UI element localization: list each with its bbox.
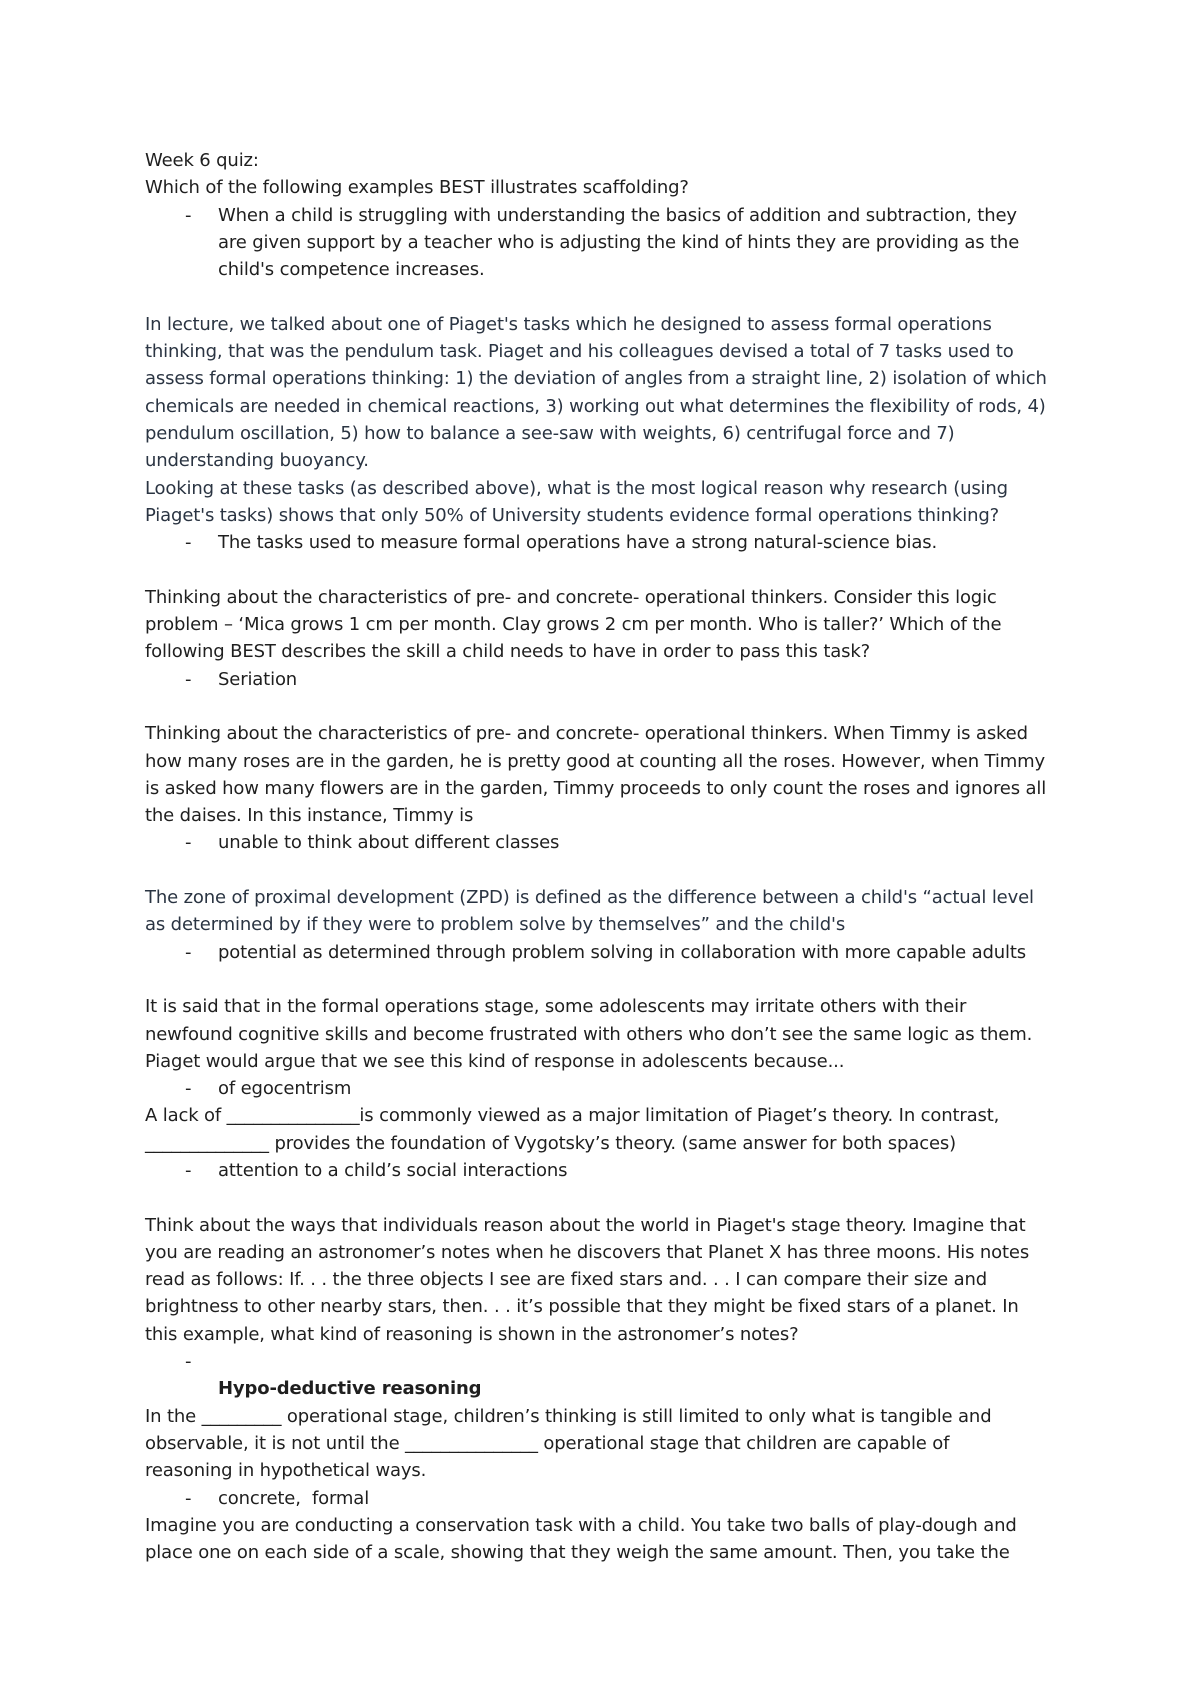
q9-answer-line: concrete, formal [218,1487,370,1509]
bullet-dash: - [185,204,192,226]
q6-answer [145,1075,1075,1102]
q8-answer-line: Hypo-deductive reasoning [218,1378,482,1400]
q5-text-line: The zone of proximal development (ZPD) is defined as the difference between a child's “actual level [145,887,1034,909]
bullet-dash: - [185,1487,192,1509]
bullet-dash: - [185,1159,192,1181]
document-body [145,147,1075,1566]
bullet-dash: - [185,1351,192,1373]
q2-text-line: understanding buoyancy. [145,450,369,472]
spacer [145,283,1075,310]
q7-text-line: ______________ provides the foundation of Vygotsky’s theory. (same answer for both spaces) [145,1132,956,1154]
spacer [145,556,1075,583]
bullet-dash: - [185,941,192,963]
q6-text-line: Piaget would argue that we see this kind of response in adolescents because... [145,1050,845,1072]
q7-text-line: A lack of _______________is commonly viewed as a major limitation of Piaget’s theory. In contrast, [145,1105,1000,1127]
q8-text-line: Think about the ways that individuals reason about the world in Piaget's stage theory. Imagine that [145,1214,1026,1236]
q8-text-line: you are reading an astronomer’s notes when he discovers that Planet X has three moons. His notes [145,1241,1030,1263]
q4-answer [145,829,1075,856]
q6-text-line: It is said that in the formal operations stage, some adolescents may irritate others with their [145,996,967,1018]
q3-text-line: Thinking about the characteristics of pre- and concrete- operational thinkers. Consider this logic [145,586,997,608]
q10-text-line: place one on each side of a scale, showing that they weigh the same amount. Then, you take the [145,1542,1010,1564]
q4-text-line: the daises. In this instance, Timmy is [145,805,474,827]
q6-text-line: newfound cognitive skills and become frustrated with others who don’t see the same logic as them. [145,1023,1033,1045]
q2-text-line: In lecture, we talked about one of Piaget's tasks which he designed to assess formal operations [145,313,992,335]
q4-answer-line: unable to think about different classes [218,832,560,854]
q5-answer [145,939,1075,966]
q1-answer-line: When a child is struggling with understanding the basics of addition and subtraction, they [218,204,1017,226]
q9-text-line: In the _________ operational stage, children’s thinking is still limited to only what is tangible and [145,1405,992,1427]
q3-answer [145,666,1075,693]
bullet-dash: - [185,832,192,854]
q1-answer-line: child's competence increases. [218,259,485,281]
spacer [145,857,1075,884]
q8-answer-spacer-line [218,1348,1075,1375]
q3-answer-line: Seriation [218,668,298,690]
bullet-dash: - [185,668,192,690]
q3-text-line: problem – ‘Mica grows 1 cm per month. Clay grows 2 cm per month. Who is taller?’ Which of the [145,614,1002,636]
q1-answer [145,202,1075,284]
q2-text-line: assess formal operations thinking: 1) the deviation of angles from a straight line, 2) isolation of which [145,368,1047,390]
q2-text-line: thinking, that was the pendulum task. Piaget and his colleagues devised a total of 7 tasks used to [145,341,1014,363]
q9-text-line: observable, it is not until the _______________ operational stage that children are capable of [145,1432,950,1454]
q4-text-line: is asked how many flowers are in the garden, Timmy proceeds to only count the roses and ignores all [145,777,1047,799]
q10-text-line: Imagine you are conducting a conservation task with a child. You take two balls of play-dough and [145,1514,1017,1536]
q1-answer-line: are given support by a teacher who is adjusting the kind of hints they are providing as the [218,231,1020,253]
bullet-dash: - [185,1078,192,1100]
q8-text-line: this example, what kind of reasoning is shown in the astronomer’s notes? [145,1323,799,1345]
spacer [145,966,1075,993]
q9-text-line: reasoning in hypothetical ways. [145,1460,427,1482]
spacer [145,1184,1075,1211]
spacer [145,693,1075,720]
q2-question-line: Piaget's tasks) shows that only 50% of University students evidence formal operations thinking? [145,504,1000,526]
q2-answer-line: The tasks used to measure formal operations have a strong natural-science bias. [218,532,938,554]
q7-answer-line: attention to a child’s social interactions [218,1159,568,1181]
q3-text-line: following BEST describes the skill a child needs to have in order to pass this task? [145,641,871,663]
q5-answer-line: potential as determined through problem solving in collaboration with more capable adults [218,941,1027,963]
q4-text-line: Thinking about the characteristics of pre- and concrete- operational thinkers. When Timmy is asked [145,723,1028,745]
q8-text-line: brightness to other nearby stars, then. . . it’s possible that they might be fixed stars of a planet. In [145,1296,1019,1318]
q2-text-line: pendulum oscillation, 5) how to balance a see-saw with weights, 6) centrifugal force and 7) [145,422,955,444]
q8-answer [145,1348,1075,1403]
q4-text-line: how many roses are in the garden, he is pretty good at counting all the roses. However, when Timmy [145,750,1045,772]
q2-answer [145,529,1075,556]
quiz-title: Week 6 quiz: [145,150,259,171]
q9-answer [145,1485,1075,1512]
q7-answer [145,1157,1075,1184]
q2-text-line: chemicals are needed in chemical reactions, 3) working out what determines the flexibility of rods, 4) [145,395,1046,417]
bullet-dash: - [185,532,192,554]
q2-question-line: Looking at these tasks (as described above), what is the most logical reason why research (using [145,477,1008,499]
q5-text-line: as determined by if they were to problem solve by themselves” and the child's [145,914,846,936]
q6-answer-line: of egocentrism [218,1078,352,1100]
q8-text-line: read as follows: If. . . the three objects I see are fixed stars and. . . I can compare their size and [145,1269,988,1291]
q1-question: Which of the following examples BEST illustrates scaffolding? [145,177,689,199]
